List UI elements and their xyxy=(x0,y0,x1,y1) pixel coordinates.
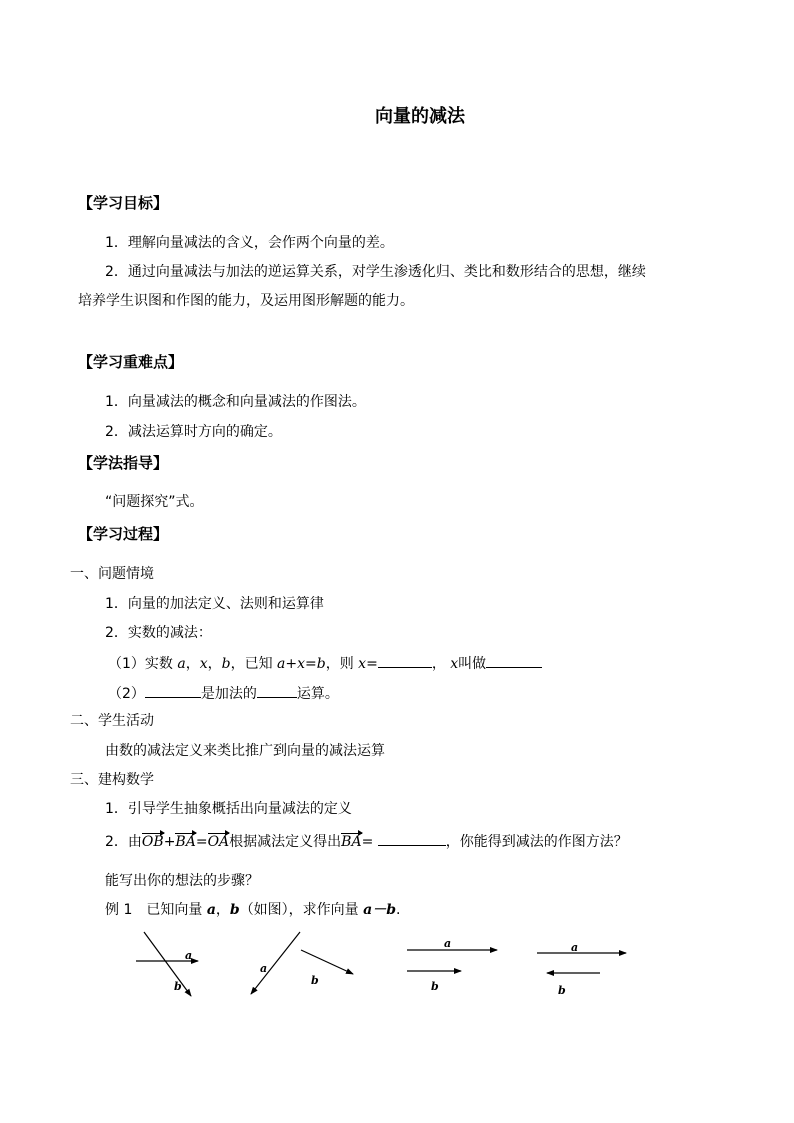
example-end: . xyxy=(396,902,401,918)
fig3-label-a: a xyxy=(444,937,452,950)
vector-ba-2: BA xyxy=(341,834,362,850)
example-sep: ， xyxy=(215,902,230,918)
part3-question: 能写出你的想法的步骤？ xyxy=(105,873,259,889)
method-heading: 【学法指导】 xyxy=(78,454,169,472)
sub1-equation: a+x=b xyxy=(277,656,326,672)
figure-1 xyxy=(136,932,198,996)
sub1-period: ， xyxy=(431,656,446,672)
process-heading: 【学习过程】 xyxy=(78,525,169,543)
goals-item-2b: 培养学生识图和作图的能力，及运用图形解题的能力。 xyxy=(78,293,414,309)
item2-mid: 根据减法定义得出 xyxy=(229,834,342,850)
goals-heading: 【学习目标】 xyxy=(78,194,169,212)
goals-item-2a: 2．通过向量减法与加法的逆运算关系，对学生渗透化归、类比和数形结合的思想，继续 xyxy=(105,264,646,280)
item2-eq-2: = xyxy=(361,834,374,850)
key-item-2: 2．减法运算时方向的确定。 xyxy=(105,424,282,440)
fig1-vector-b xyxy=(144,932,191,996)
method-text: “问题探究”式。 xyxy=(105,494,204,510)
item2-prefix: 2．由 xyxy=(105,834,142,850)
figure-4 xyxy=(537,941,626,997)
fig4-label-a: a xyxy=(571,941,579,954)
sub1-comma-3: ， xyxy=(230,656,245,672)
example-expression: a－b xyxy=(363,902,397,918)
example-var-a: a xyxy=(206,902,216,918)
part1-heading: 一、问题情境 xyxy=(70,566,154,582)
sub1-prefix: （1）实数 xyxy=(108,656,178,672)
fig4-label-b: b xyxy=(558,984,566,997)
goals-item-1: 1．理解向量减法的含义，会作两个向量的差。 xyxy=(105,235,394,251)
example-mid: （如图），求作向量 xyxy=(239,902,364,918)
sub1-x-var: x xyxy=(450,656,459,672)
sub1-known: 已知 xyxy=(244,656,273,672)
key-item-1: 1．向量减法的概念和向量减法的作图法。 xyxy=(105,394,366,410)
fig2-label-b: b xyxy=(311,974,319,987)
sub1-var-b: b xyxy=(221,656,231,672)
fig1-label-a: a xyxy=(185,949,193,962)
part2-text: 由数的减法定义来类比推广到向量的减法运算 xyxy=(105,743,385,759)
item2-end: ，你能得到减法的作图方法？ xyxy=(445,834,628,850)
sub1-comma-1: ， xyxy=(185,656,200,672)
key-heading: 【学习重难点】 xyxy=(78,353,184,371)
page-title: 向量的减法 xyxy=(375,106,465,127)
part1-item-2: 2．实数的减法： xyxy=(105,625,212,641)
part3-item-1: 1．引导学生抽象概括出向量减法的定义 xyxy=(105,801,352,817)
vector-ob: OB xyxy=(141,834,164,850)
sub1-then: 则 xyxy=(339,656,354,672)
fig1-label-b: b xyxy=(174,980,182,993)
figure-2 xyxy=(251,932,353,994)
sub1-comma-2: ， xyxy=(207,656,222,672)
part1-item-1: 1．向量的加法定义、法则和运算律 xyxy=(105,596,324,612)
example-prefix: 例 1 已知向量 xyxy=(105,902,207,918)
sub1-comma-4: ， xyxy=(325,656,340,672)
figure-3 xyxy=(407,937,497,993)
vector-oa: OA xyxy=(207,834,230,850)
sub2-mid: 是加法的 xyxy=(200,686,257,702)
fig2-vector-a xyxy=(251,932,300,994)
sub1-called: 叫做 xyxy=(458,656,487,672)
item2-plus: + xyxy=(163,834,176,850)
part2-heading: 二、学生活动 xyxy=(70,713,154,729)
sub1-var-x: x xyxy=(199,656,208,672)
vector-ba: BA xyxy=(175,834,196,850)
fig2-vector-b xyxy=(301,950,353,974)
sub1-x-eq: x= xyxy=(358,656,378,672)
sub2-end: 运算。 xyxy=(296,686,339,702)
sub1-var-a: a xyxy=(177,656,186,672)
sub2-prefix: （2） xyxy=(108,686,145,702)
fig2-label-a: a xyxy=(260,962,268,975)
fig3-label-b: b xyxy=(431,980,439,993)
part3-heading: 三、建构数学 xyxy=(70,772,154,788)
item2-eq: = xyxy=(195,834,208,850)
example-var-b: b xyxy=(229,902,240,918)
